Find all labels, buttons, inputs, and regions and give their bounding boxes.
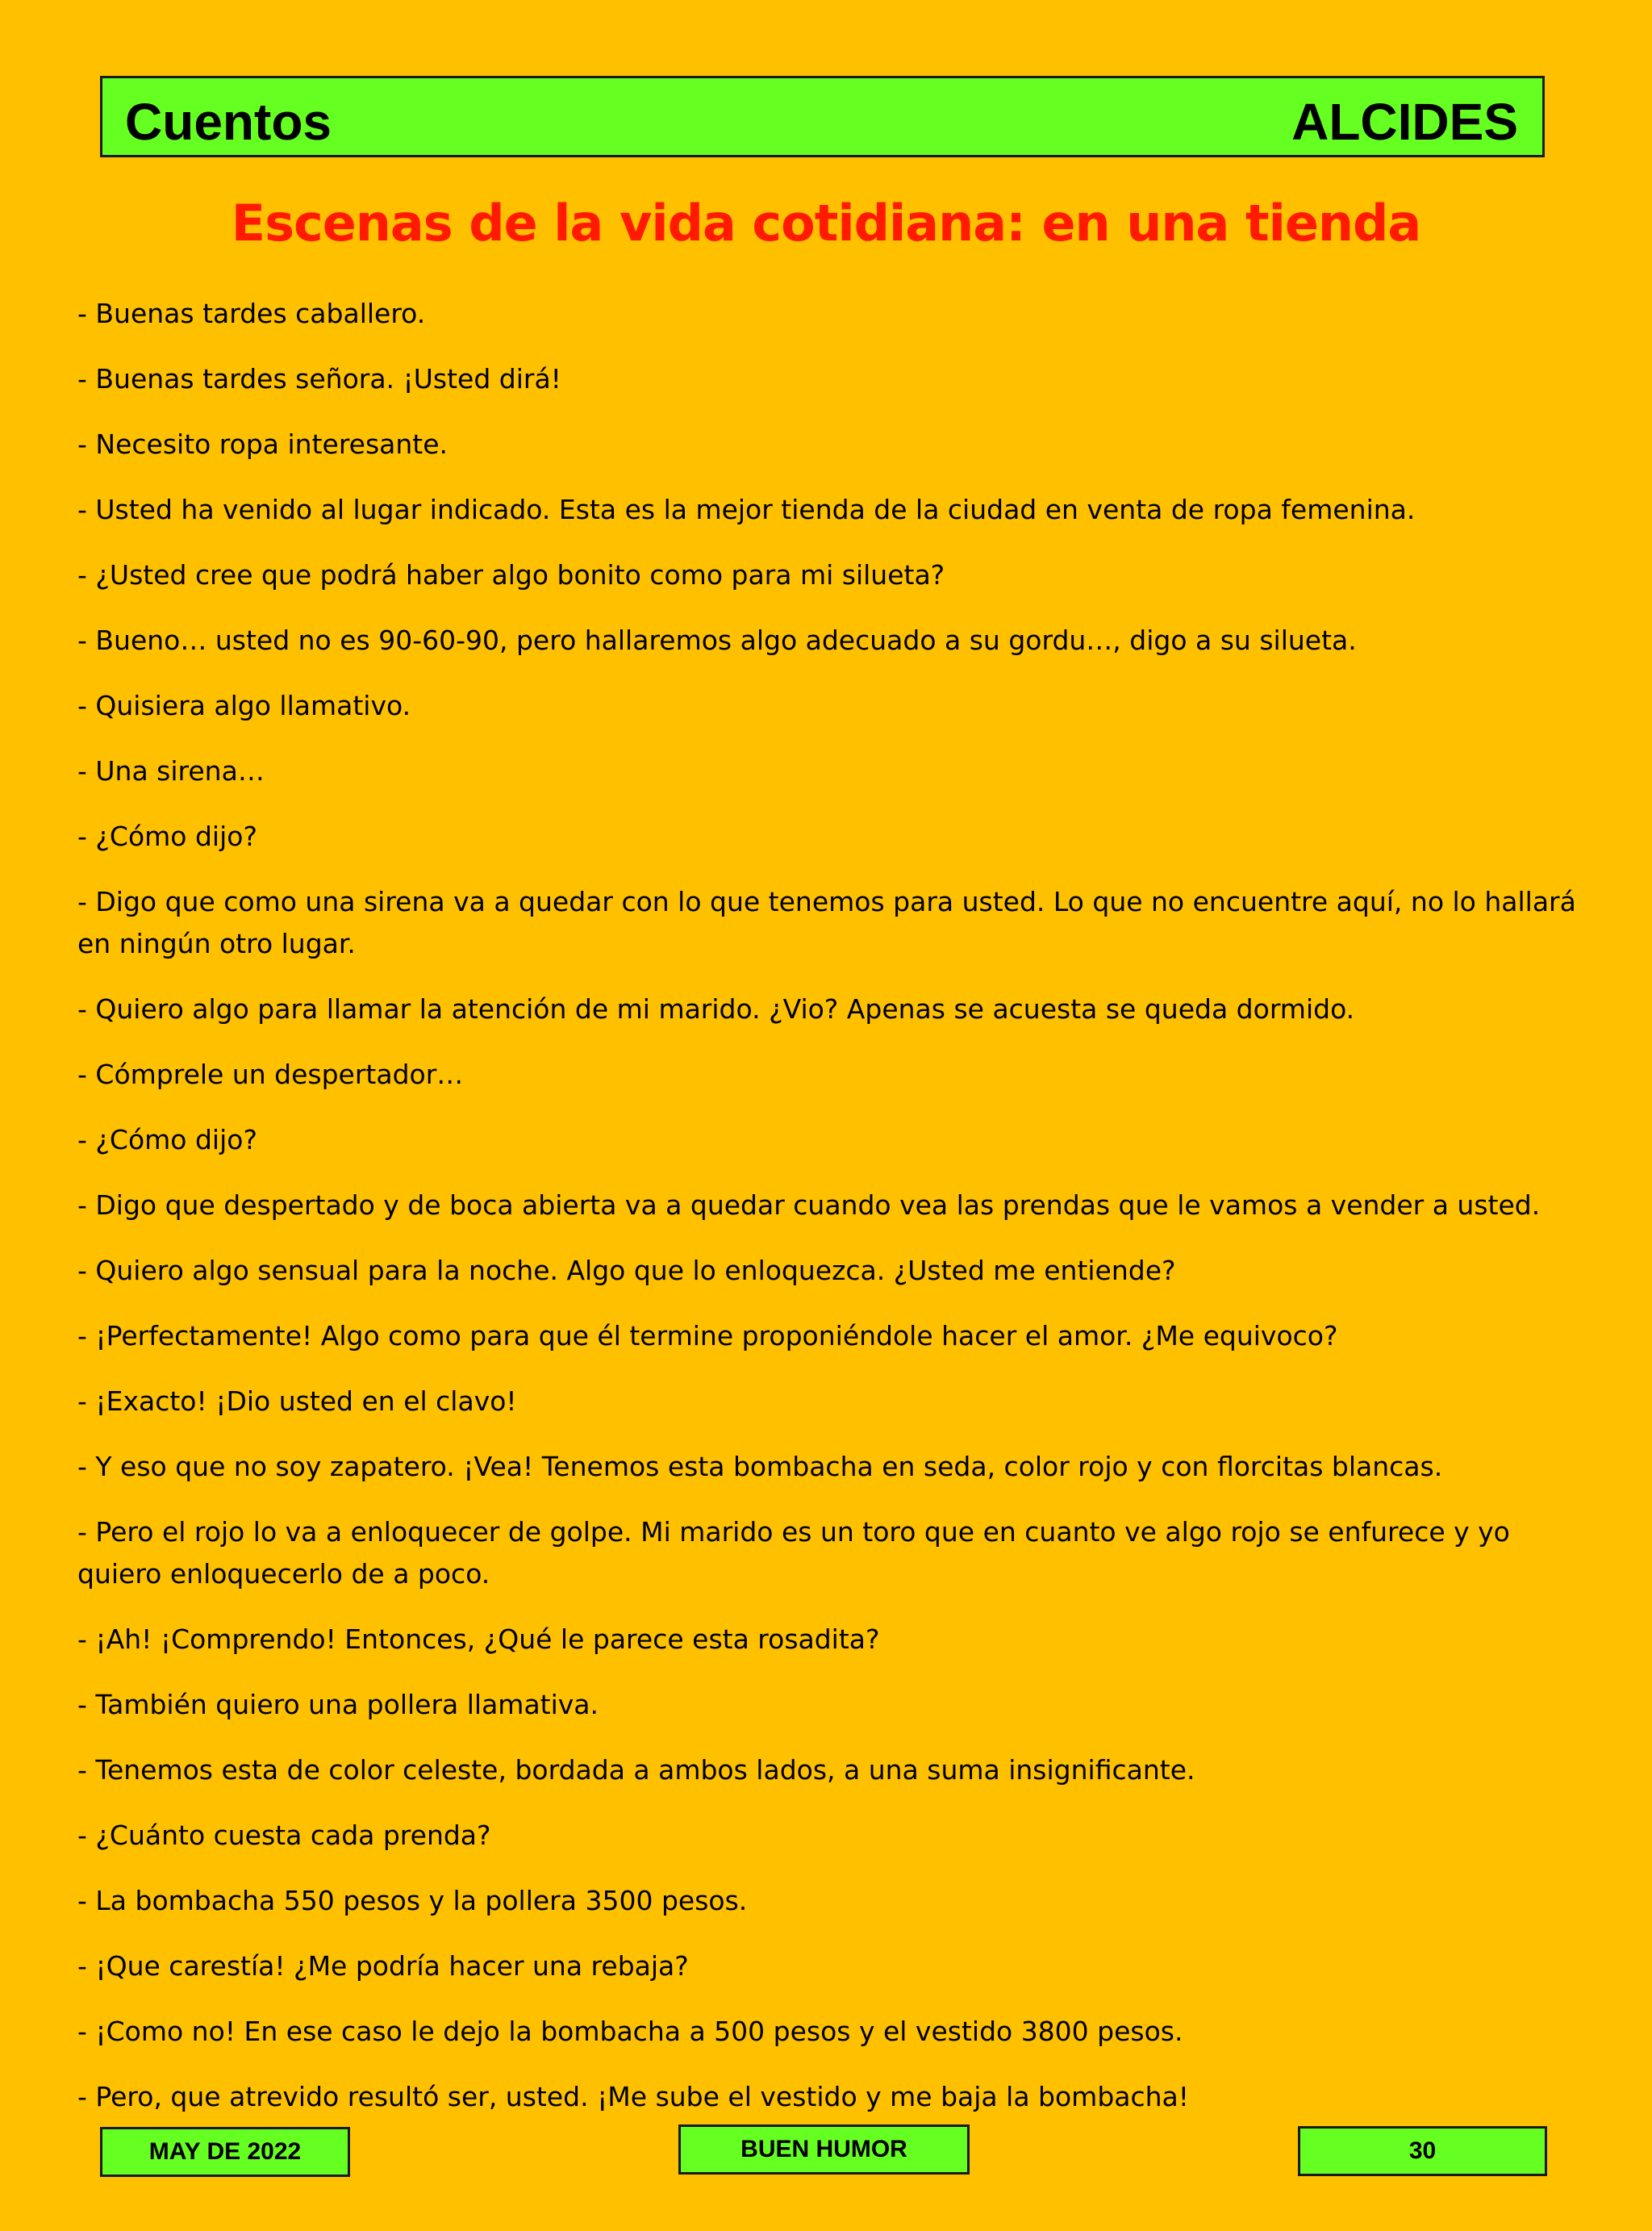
dialogue-line: - ¡Perfectamente! Algo como para que él termine proponiéndole hacer el amor. ¿Me equivoco?	[77, 1320, 1338, 1352]
dialogue-line: - Quiero algo sensual para la noche. Algo que lo enloquezca. ¿Usted me entiende?	[77, 1255, 1176, 1286]
dialogue-line: - Buenas tardes caballero.	[77, 298, 426, 329]
dialogue-line: - La bombacha 550 pesos y la pollera 3500 pesos.	[77, 1885, 748, 1916]
dialogue-line: - Buenas tardes señora. ¡Usted dirá!	[77, 363, 561, 395]
section-label: Cuentos	[125, 93, 332, 151]
dialogue-line: - ¡Que carestía! ¿Me podría hacer una rebaja?	[77, 1950, 689, 1982]
footer-date: MAY DE 2022	[100, 2127, 350, 2177]
dialogue-line: - Quiero algo para llamar la atención de mi marido. ¿Vio? Apenas se acuesta se queda dormido.	[77, 993, 1355, 1025]
dialogue-line: - Y eso que no soy zapatero. ¡Vea! Tenemos esta bombacha en seda, color rojo y con florcitas blancas.	[77, 1451, 1443, 1482]
dialogue-line: - ¡Ah! ¡Comprendo! Entonces, ¿Qué le parece esta rosadita?	[77, 1623, 880, 1655]
dialogue-line: - ¿Usted cree que podrá haber algo bonito como para mi silueta?	[77, 559, 945, 591]
page-title: Escenas de la vida cotidiana: en una tienda	[231, 194, 1421, 253]
dialogue-line: - Tenemos esta de color celeste, bordada a ambos lados, a una suma insignificante.	[77, 1754, 1195, 1786]
story-body	[77, 293, 1594, 2141]
dialogue-line: - Una sirena…	[77, 755, 265, 787]
dialogue-line: - Pero, que atrevido resultó ser, usted. ¡Me sube el vestido y me baja la bombacha!	[77, 2081, 1189, 2112]
author-label: ALCIDES	[1291, 93, 1518, 151]
page-number: 30	[1298, 2126, 1547, 2176]
dialogue-line: - ¿Cómo dijo?	[77, 1124, 257, 1155]
dialogue-line: - Cómprele un despertador…	[77, 1059, 464, 1090]
dialogue-line: - Digo que despertado y de boca abierta va a quedar cuando vea las prendas que le vamos a vender a usted.	[77, 1189, 1541, 1221]
dialogue-line: - Necesito ropa interesante.	[77, 428, 448, 460]
dialogue-line: - Digo que como una sirena va a quedar con lo que tenemos para usted. Lo que no encuentre aquí, no lo hallará en ningún otro lugar.	[77, 886, 1576, 959]
dialogue-line: - ¡Exacto! ¡Dio usted en el clavo!	[77, 1385, 517, 1417]
dialogue-line: - También quiero una pollera llamativa.	[77, 1689, 599, 1720]
dialogue-line: - Pero el rojo lo va a enloquecer de golpe. Mi marido es un toro que en cuanto ve algo rojo se enfurece y yo quiero enloquecerlo de a poco.	[77, 1516, 1510, 1590]
footer-section: BUEN HUMOR	[678, 2124, 970, 2175]
dialogue-line: - ¿Cuánto cuesta cada prenda?	[77, 1819, 491, 1851]
dialogue-line: - Quisiera algo llamativo.	[77, 690, 411, 721]
dialogue-line: - Bueno… usted no es 90-60-90, pero hallaremos algo adecuado a su gordu…, digo a su silueta.	[77, 625, 1357, 656]
dialogue-line: - ¿Cómo dijo?	[77, 821, 257, 852]
dialogue-line: - ¡Como no! En ese caso le dejo la bombacha a 500 pesos y el vestido 3800 pesos.	[77, 2016, 1183, 2047]
dialogue-line: - Usted ha venido al lugar indicado. Esta es la mejor tienda de la ciudad en venta de ropa femenina.	[77, 494, 1416, 525]
header-banner	[100, 76, 1545, 157]
